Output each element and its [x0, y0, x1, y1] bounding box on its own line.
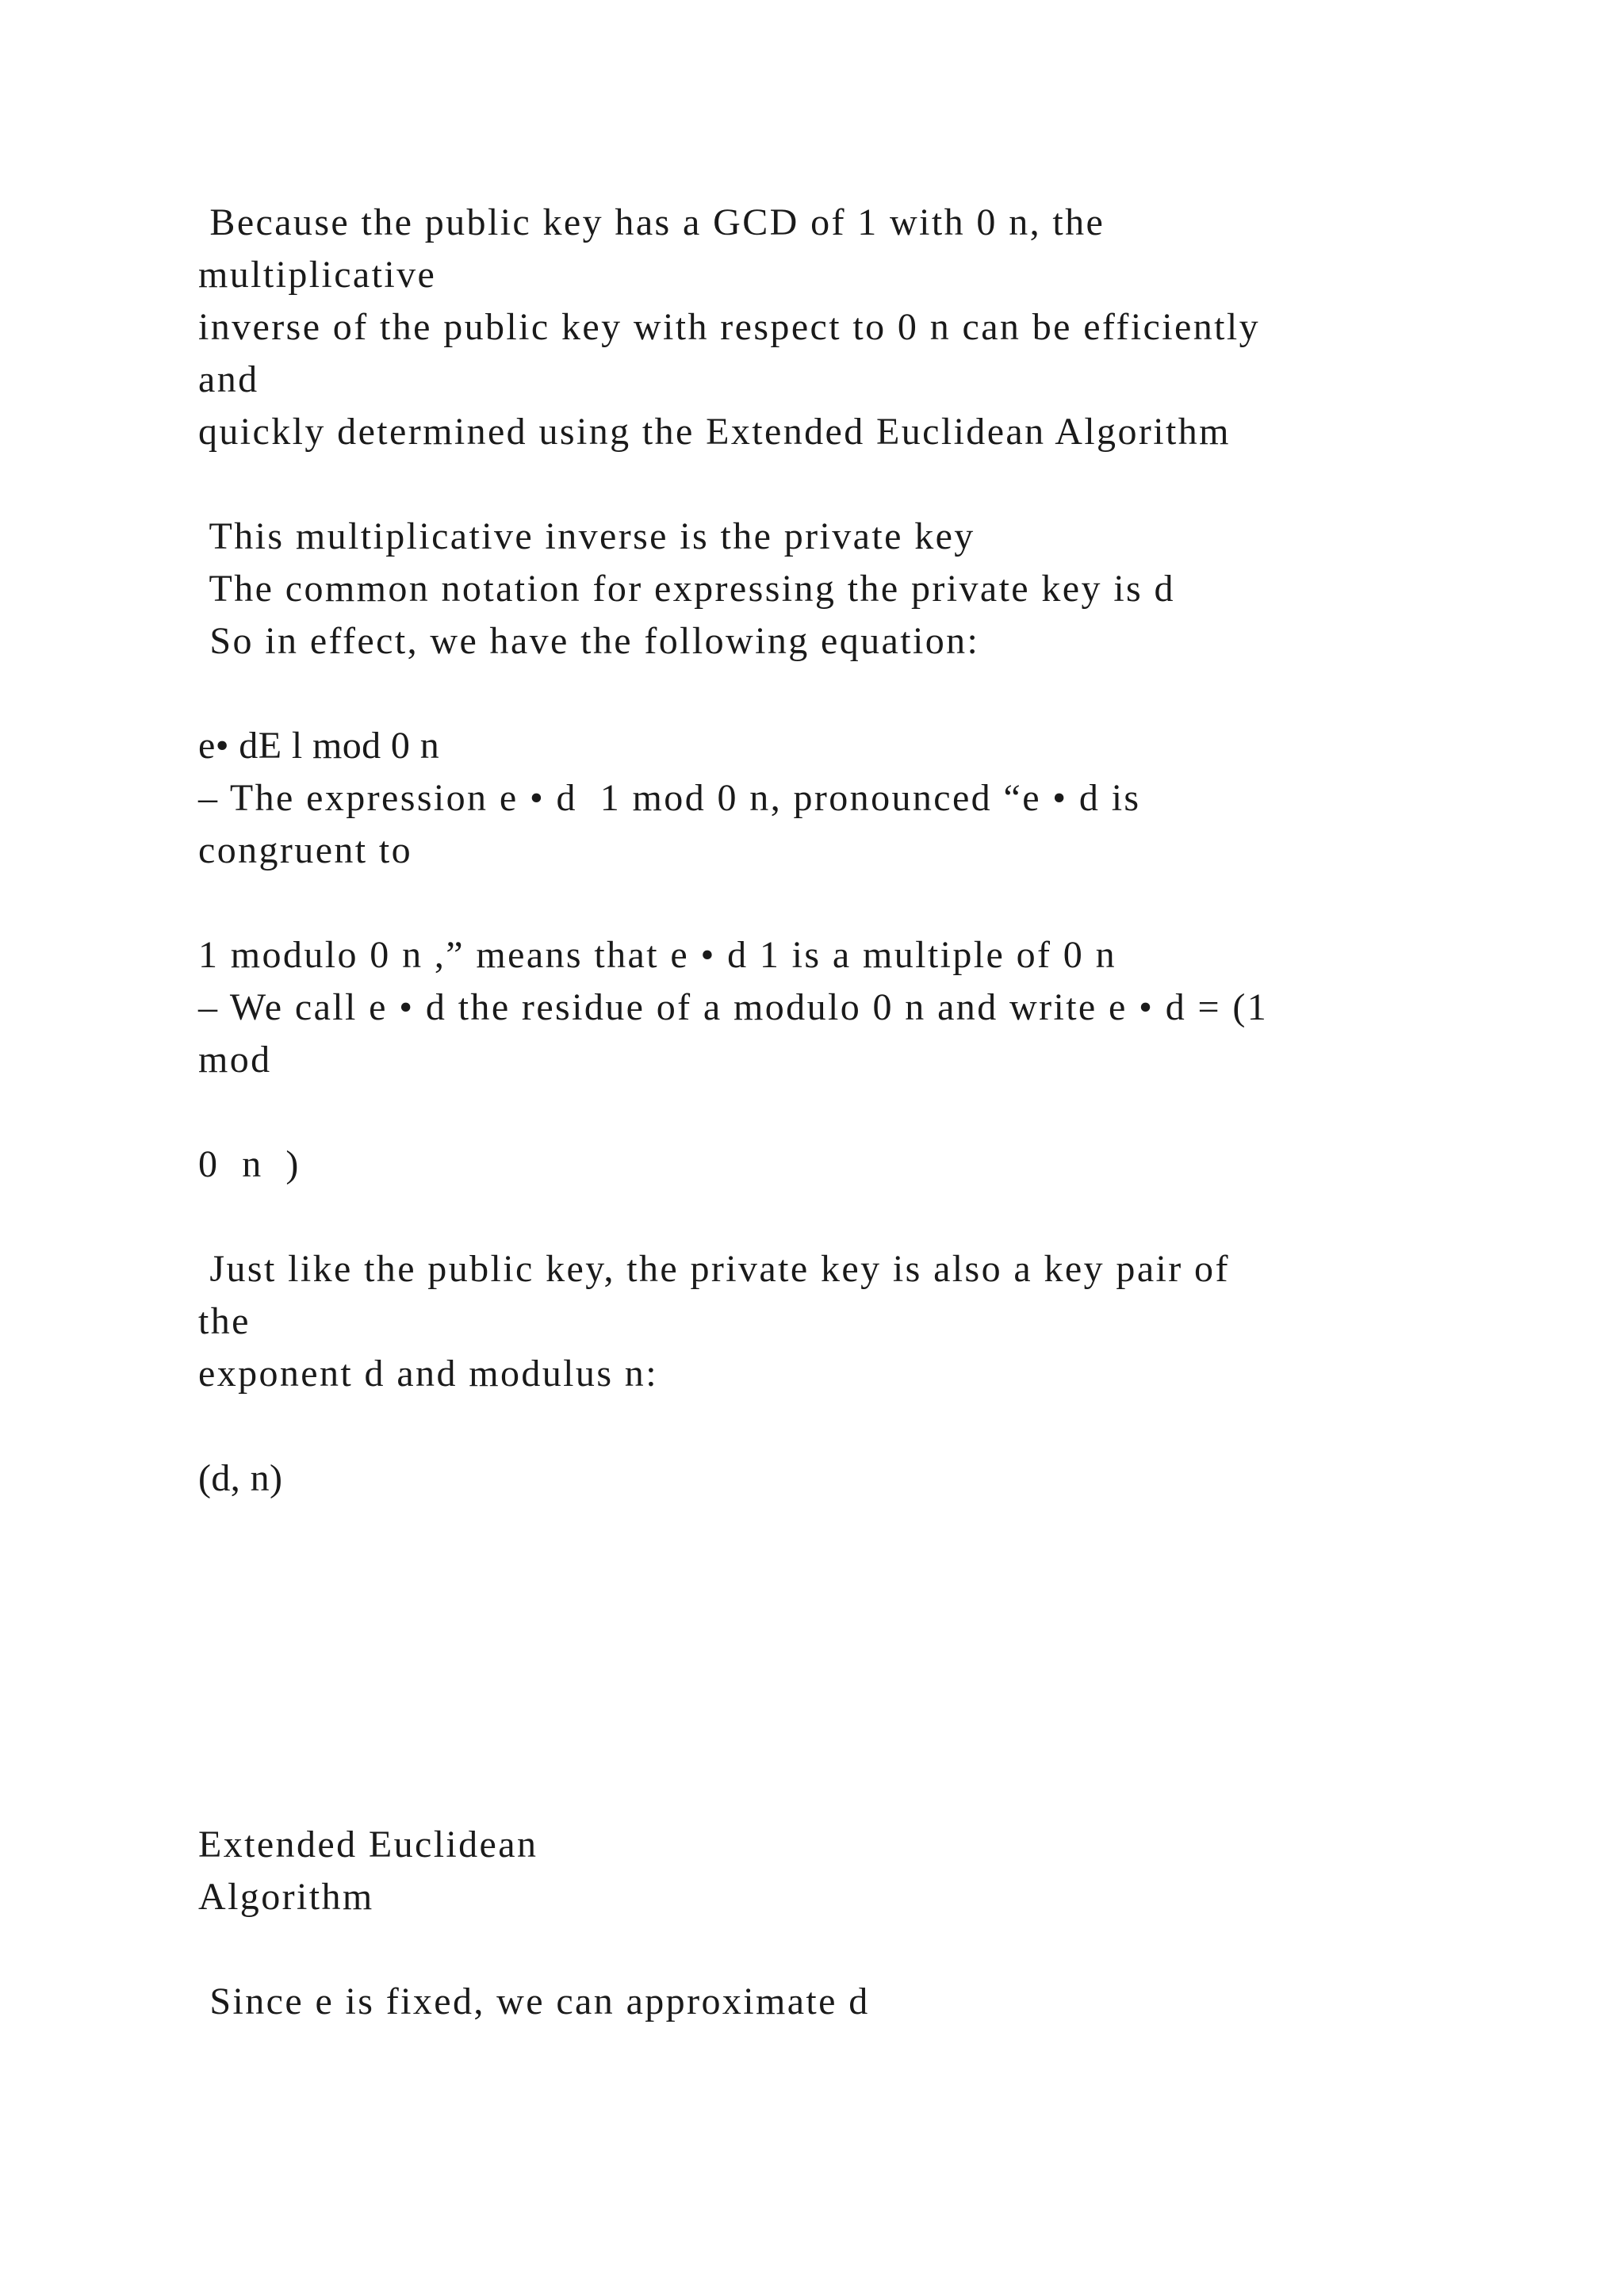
bullet-private-key: This multiplicative inverse is the private key — [198, 515, 975, 557]
bullet-key-pair-line-2: the — [198, 1300, 251, 1342]
dash-expression-line-1: – The expression e • d 1 mod 0 n, pronounced “e • d is — [198, 777, 1141, 819]
bullet-gcd-line-1: Because the public key has a GCD of 1 with 0 n, the — [198, 201, 1105, 243]
bullet-equation-intro: So in effect, we have the following equation: — [198, 620, 980, 662]
dash-expression-line-2: congruent to — [198, 829, 413, 871]
modulo-meaning-line: 1 modulo 0 n ,” means that e • d 1 is a multiple of 0 n — [198, 934, 1116, 976]
dash-residue-line-1: – We call e • d the residue of a modulo 0 n and write e • d = (1 — [198, 986, 1269, 1028]
key-pair-notation: (d, n) — [198, 1457, 283, 1499]
bullet-gcd-line-3: inverse of the public key with respect to 0 n can be efficiently — [198, 306, 1260, 348]
bullet-key-pair-line-3: exponent d and modulus n: — [198, 1353, 658, 1395]
bullet-key-pair-line-1: Just like the public key, the private key is also a key pair of — [198, 1248, 1230, 1290]
section-heading-line-2: Algorithm — [198, 1876, 374, 1918]
dash-residue-line-2: mod — [198, 1039, 272, 1081]
equation-line: e• dE l mod 0 n — [198, 725, 440, 767]
bullet-approximate-d: Since e is fixed, we can approximate d — [198, 1980, 870, 2022]
bullet-gcd-line-4: and — [198, 358, 259, 400]
bullet-gcd-line-5: quickly determined using the Extended Euclidean Algorithm — [198, 411, 1231, 453]
modulus-fragment: 0 n ) — [198, 1143, 301, 1185]
bullet-notation: The common notation for expressing the private key is d — [198, 568, 1175, 610]
section-heading-line-1: Extended Euclidean — [198, 1823, 538, 1866]
bullet-gcd-line-2: multiplicative — [198, 254, 437, 296]
